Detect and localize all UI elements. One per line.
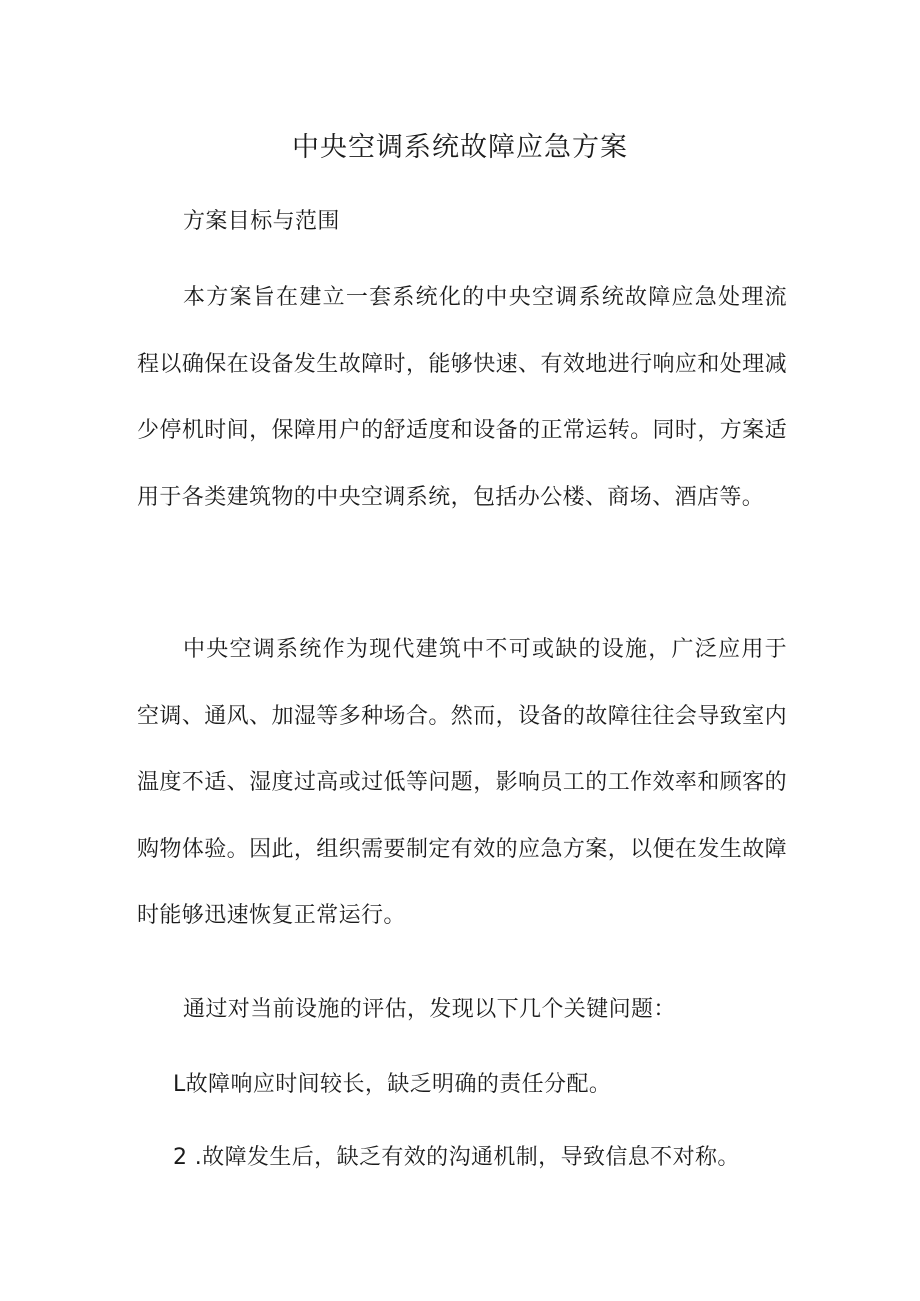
document-title: 中央空调系统故障应急方案 (292, 132, 628, 163)
section-heading: 方案目标与范围 (183, 209, 340, 234)
paragraph-background: 中央空调系统作为现代建筑中不可或缺的设施，广泛应用于空调、通风、加湿等多种场合。然而，设备的故障往往会导致室内温度不适、湿度过高或过低等问题，影响员工的工作效率和顾客的购物体验。因此，组织需要制定有效的应急方案，以便在发生故障时能够迅速恢复正常运行。 (137, 637, 787, 928)
list-item: L故障响应时间较长，缺乏明确的责任分配。 (173, 1072, 612, 1097)
paragraph-scope: 本方案旨在建立一套系统化的中央空调系统故障应急处理流程以确保在设备发生故障时，能够快速、有效地进行响应和处理减少停机时间，保障用户的舒适度和设备的正常运转。同时，方案适用于各类建筑物的中央空调系统，包括办公楼、商场、酒店等。 (137, 285, 787, 510)
list-item: 2 .故障发生后，缺乏有效的沟通机制，导致信息不对称。 (173, 1145, 740, 1170)
paragraph-evaluation: 通过对当前设施的评估，发现以下几个关键问题： (183, 997, 676, 1022)
